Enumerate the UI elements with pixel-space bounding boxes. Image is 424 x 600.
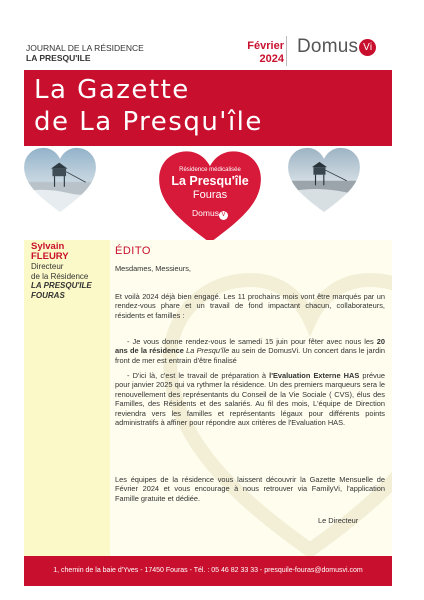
p2-text-e: au sein de DomusVi. Un concert dans le jardin front de mer est entrain d'être finalisé: [115, 346, 385, 365]
residence-badge: [157, 166, 263, 220]
p3-text-a: - D'ici là, c'est le travail de préparation à: [127, 371, 270, 380]
p3-text-c: prévue pour janvier 2025 qui va rythmer la résidence. Un des premiers marqueurs sera le renouvellement des représentants du Conseil de la Vie Sociale ( CVS), élus des Familles, des Résidents et des salariés. Au fil des mois, L'équipe de Direction reviendra vers les familles et représentants légaux pour différents points administratifs à affiner pour répondre aux critères de l'Evaluation HAS.: [115, 371, 385, 428]
author-first-name: Sylvain: [31, 241, 65, 252]
author-residence: LA PRESQU'ILE: [31, 281, 92, 290]
badge-logo-heart-icon: V: [219, 211, 228, 220]
author-town: FOURAS: [31, 290, 65, 300]
edito-greeting: Mesdames, Messieurs,: [115, 264, 191, 273]
gazette-title-line2: de La Presqu'île: [34, 107, 263, 137]
header-divider: [286, 36, 287, 66]
logo-text-domus: Domus: [297, 36, 359, 57]
edito-paragraph-4: Les équipes de la résidence vous laissent découvrir la Gazette Mensuelle de Février 2024 et vous encourage à nous retrouver via FamilyVi, l'application Famille gratuite et dédiée.: [115, 475, 385, 503]
edito-paragraph-3: [115, 371, 385, 427]
p2-emphasis: 20 ans de la résidence: [115, 337, 385, 356]
heart-photo-left: [22, 146, 98, 214]
heart-photo-right: [286, 146, 362, 214]
issue-month: Février: [247, 40, 284, 52]
logo-heart-icon: [359, 39, 376, 56]
badge-type: Résidence médicalisée: [179, 167, 241, 173]
author-role: Directeur: [31, 262, 64, 271]
contact-footer: 1, chemin de la baie d'Yves - 17450 Fouras - Tél. : 05 46 82 33 33 - presquile-fouras@domusvi.com: [24, 556, 392, 586]
badge-name: La Presqu'île: [171, 174, 249, 188]
edito-paragraph-1: Et voilà 2024 déjà bien engagé. Les 11 prochains mois vont être marqués par un rendez-vous phare et un travail de fond impactant chacun, collaborateurs, résidents et familles :: [115, 292, 385, 320]
gazette-title-line1: La Gazette: [34, 75, 190, 105]
edito-paragraph-2: [115, 337, 385, 365]
badge-logo-text: Domus: [192, 208, 219, 218]
edito-signature: Le Directeur: [318, 516, 359, 525]
author-last-name: FLEURY: [31, 251, 69, 262]
edito-heading: ÉDITO: [115, 245, 151, 257]
badge-logo: [157, 207, 263, 220]
p2-text-a: - Je vous donne rendez-vous le samedi 15 juin pour fêter avec nous les: [127, 337, 377, 346]
journal-label: [26, 43, 144, 63]
author-sidebar: [24, 240, 110, 556]
badge-town: Fouras: [192, 189, 228, 201]
logo-text-vi: Vi: [363, 42, 373, 53]
p3-emphasis: l'Evaluation Externe HAS: [269, 371, 360, 380]
issue-year: 2024: [259, 53, 284, 65]
p2-residence: La Presqu'île: [186, 346, 230, 356]
journal-title: JOURNAL DE LA RÉSIDENCE: [26, 43, 144, 53]
issue-date: [222, 40, 284, 66]
residence-name: LA PRESQU'ILE: [26, 53, 91, 63]
author-role-detail: de la Résidence: [31, 271, 89, 281]
domusvi-logo: [297, 36, 376, 58]
